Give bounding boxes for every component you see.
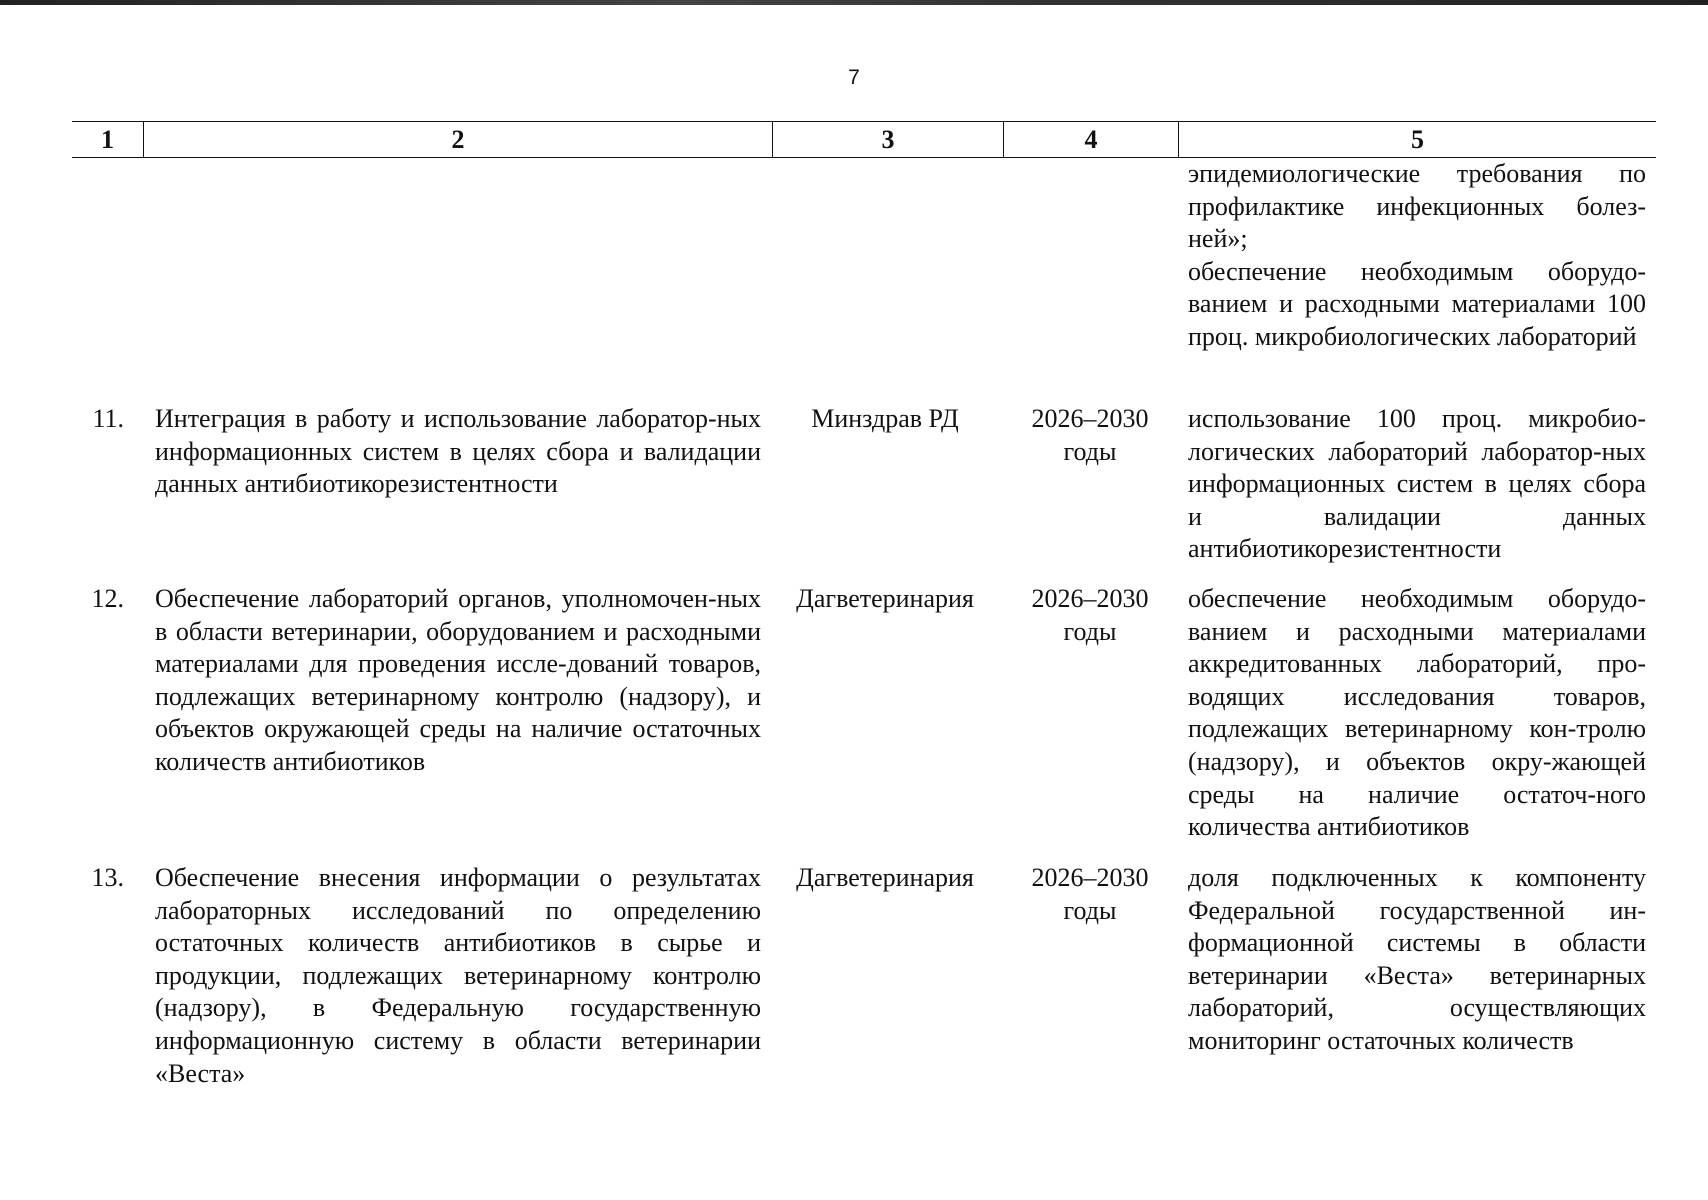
row-number: 11. [92,404,124,433]
row-period: 2026–2030 годы [1031,584,1149,646]
row-number: 12. [91,584,124,613]
table-header [72,121,1656,158]
scan-edge [0,0,1708,5]
row-measure: Обеспечение лабораторий органов, уполномочен-ных в области ветеринарии, оборудованием и расходными материалами для проведения иссле-дований товаров, подлежащих ветеринарному контролю (надзору), и объектов окружающей среды на наличие остаточных количеств антибиотиков [155,584,761,776]
row-number: 13. [91,863,124,892]
row-responsible: Дагветеринария [796,584,974,613]
row-period: 2026–2030 годы [1031,863,1149,925]
row-measure: Интеграция в работу и использование лаборатор-ных информационных систем в целях сбора и валидации данных антибиотикорезистентности [155,404,761,499]
row-measure: Обеспечение внесения информации о результатах лабораторных исследований по определению остаточных количеств антибиотиков в сырье и продукции, подлежащих ветеринарному контролю (надзору), в Федеральную государственную информационную систему в области ветеринарии «Веста» [155,863,761,1088]
continuation-result [1188,158,1646,354]
column-header-2: 2 [143,122,772,157]
page-number: 7 [848,66,860,89]
column-header-1: 1 [101,125,114,154]
column-header-3: 3 [772,122,1003,157]
row-result: доля подключенных к компоненту Федеральной государственной ин-формационной системы в области ветеринарии «Веста» ветеринарных лабораторий, осуществляющих мониторинг остаточных количеств [1188,863,1646,1055]
column-header-5: 5 [1178,122,1656,157]
continuation-result-line: эпидемиологические требования по профилактике инфекционных болез-ней»; [1188,159,1646,254]
row-period: 2026–2030 годы [1031,404,1149,466]
continuation-result-line: обеспечение необходимым оборудо-ванием и расходными материалами 100 проц. микробиологических лабораторий [1188,256,1646,351]
row-responsible: Минздрав РД [811,404,959,433]
row-result: использование 100 проц. микробио-логических лабораторий лаборатор-ных информационных систем в целях сбора и валидации данных антибиотикорезистентности [1188,404,1646,564]
row-result: обеспечение необходимым оборудо-ванием и расходными материалами аккредитованных лабораторий, про-водящих исследования товаров, подлежащих ветеринарному кон-тролю (надзору), и объектов окру-жающей среды на наличие остаточ-ного количества антибиотиков [1188,584,1646,842]
row-responsible: Дагветеринария [796,863,974,892]
column-header-4: 4 [1003,122,1178,157]
